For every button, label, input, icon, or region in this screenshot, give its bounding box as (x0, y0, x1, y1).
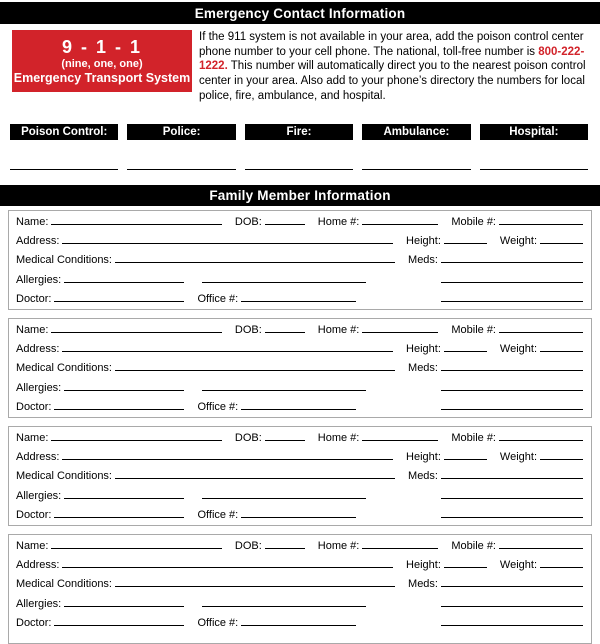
allergies-line[interactable] (64, 381, 184, 391)
dob-line[interactable] (265, 323, 305, 333)
office-phone-line[interactable] (241, 616, 356, 626)
member-row-medical (16, 251, 583, 270)
address-line[interactable] (62, 234, 393, 244)
meds-continuation-line-2[interactable] (441, 400, 583, 410)
member-row-medical (16, 575, 583, 594)
emergency-contacts-label-row (10, 124, 588, 140)
name-label: Name: (16, 431, 49, 444)
page-title-bar (0, 2, 600, 24)
office-phone-line[interactable] (241, 400, 356, 410)
address-line[interactable] (62, 558, 393, 568)
address-label: Address: (16, 558, 60, 571)
medical-conditions-label: Medical Conditions: (16, 362, 112, 375)
address-label: Address: (16, 450, 60, 463)
height-line[interactable] (444, 558, 487, 568)
member-row-identity (16, 537, 583, 556)
home-phone-label: Home #: (317, 323, 360, 336)
address-line[interactable] (62, 450, 393, 460)
member-row-allergies (16, 271, 583, 290)
contact-label-hospital: Hospital: (480, 124, 588, 140)
family-member-card (8, 426, 592, 526)
height-label: Height: (406, 342, 441, 355)
member-row-medical (16, 359, 583, 378)
allergies-label: Allergies: (16, 381, 62, 394)
name-label: Name: (16, 215, 49, 228)
weight-line[interactable] (540, 558, 583, 568)
weight-label: Weight: (499, 450, 537, 463)
poison-control-info-text (199, 30, 592, 104)
allergies-continuation-line[interactable] (202, 381, 366, 391)
allergies-label: Allergies: (16, 597, 62, 610)
911-number: 9 - 1 - 1 (61, 36, 143, 57)
911-caption: Emergency Transport System (13, 70, 191, 85)
home-phone-line[interactable] (362, 215, 438, 225)
dob-line[interactable] (265, 215, 305, 225)
allergies-continuation-line[interactable] (202, 489, 366, 499)
meds-continuation-line-2[interactable] (441, 508, 583, 518)
poison-control-write-in-line[interactable] (10, 169, 118, 170)
allergies-label: Allergies: (16, 489, 62, 502)
office-phone-line[interactable] (241, 292, 356, 302)
member-row-address (16, 556, 583, 575)
mobile-phone-line[interactable] (499, 323, 583, 333)
address-line[interactable] (62, 342, 393, 352)
office-phone-label: Office #: (197, 617, 239, 630)
weight-line[interactable] (540, 234, 583, 244)
family-member-card (8, 534, 592, 644)
doctor-label: Doctor: (16, 293, 52, 306)
member-row-doctor (16, 614, 583, 633)
mobile-phone-label: Mobile #: (451, 323, 496, 336)
mobile-phone-label: Mobile #: (451, 539, 496, 552)
contact-label-ambulance: Ambulance: (362, 124, 470, 140)
meds-label: Meds: (408, 470, 438, 483)
name-line[interactable] (51, 323, 221, 333)
member-row-medical (16, 467, 583, 486)
height-line[interactable] (444, 450, 487, 460)
meds-label: Meds: (408, 578, 438, 591)
doctor-label: Doctor: (16, 617, 52, 630)
meds-continuation-line[interactable] (441, 381, 583, 391)
medical-conditions-line[interactable] (115, 577, 395, 587)
dob-label: DOB: (234, 215, 262, 228)
medical-conditions-line[interactable] (115, 469, 395, 479)
dob-line[interactable] (265, 539, 305, 549)
contact-label-poison-control: Poison Control: (10, 124, 118, 140)
name-label: Name: (16, 323, 49, 336)
member-row-address (16, 340, 583, 359)
height-label: Height: (406, 234, 441, 247)
home-phone-line[interactable] (362, 323, 438, 333)
member-row-doctor (16, 398, 583, 417)
office-phone-line[interactable] (241, 508, 356, 518)
info-text-before: If the 911 system is not available in your area, add the poison control center phone number to your cell phone. The national, toll-free number is (199, 31, 584, 58)
member-row-identity (16, 321, 583, 340)
allergies-continuation-line[interactable] (202, 597, 366, 607)
doctor-line[interactable] (54, 616, 184, 626)
meds-line[interactable] (441, 469, 583, 479)
emergency-info-section (12, 30, 592, 104)
office-phone-label: Office #: (197, 509, 239, 522)
911-pronunciation: (nine, one, one) (61, 58, 143, 71)
mobile-phone-line[interactable] (499, 215, 583, 225)
member-row-address (16, 232, 583, 251)
hospital-write-in-line[interactable] (480, 169, 588, 170)
home-phone-label: Home #: (317, 431, 360, 444)
family-member-card (8, 210, 592, 310)
family-member-card (8, 318, 592, 418)
name-label: Name: (16, 539, 49, 552)
home-phone-label: Home #: (317, 539, 360, 552)
member-row-address (16, 448, 583, 467)
doctor-label: Doctor: (16, 401, 52, 414)
emergency-contacts-line-row (10, 169, 588, 170)
name-line[interactable] (51, 431, 221, 441)
member-row-doctor (16, 506, 583, 525)
info-text-after: This number will automatically direct you to the nearest poison control center in your area. Also add to your phone’s directory the numbers for local police, fire, ambulance, and hospital. (199, 60, 586, 102)
medical-conditions-line[interactable] (115, 253, 395, 263)
member-row-identity (16, 429, 583, 448)
doctor-line[interactable] (54, 400, 184, 410)
ambulance-write-in-line[interactable] (362, 169, 470, 170)
contact-label-police: Police: (127, 124, 235, 140)
dob-line[interactable] (265, 431, 305, 441)
office-phone-label: Office #: (197, 401, 239, 414)
police-write-in-line[interactable] (127, 169, 235, 170)
allergies-label: Allergies: (16, 273, 62, 286)
dob-label: DOB: (234, 539, 262, 552)
weight-label: Weight: (499, 234, 537, 247)
name-line[interactable] (51, 539, 221, 549)
doctor-label: Doctor: (16, 509, 52, 522)
weight-label: Weight: (499, 342, 537, 355)
height-label: Height: (406, 558, 441, 571)
mobile-phone-line[interactable] (499, 539, 583, 549)
meds-line[interactable] (441, 361, 583, 371)
meds-continuation-line-2[interactable] (441, 292, 583, 302)
home-phone-label: Home #: (317, 215, 360, 228)
allergies-line[interactable] (64, 489, 184, 499)
allergies-line[interactable] (64, 273, 184, 283)
address-label: Address: (16, 234, 60, 247)
poison-hotline-number: 800-222-1222. (199, 45, 585, 73)
member-row-allergies (16, 487, 583, 506)
meds-continuation-line[interactable] (441, 597, 583, 607)
mobile-phone-line[interactable] (499, 431, 583, 441)
contact-label-fire: Fire: (245, 124, 353, 140)
meds-line[interactable] (441, 253, 583, 263)
family-members-list (8, 210, 592, 644)
allergies-continuation-line[interactable] (202, 273, 366, 283)
home-phone-line[interactable] (362, 431, 438, 441)
doctor-line[interactable] (54, 292, 184, 302)
dob-label: DOB: (234, 323, 262, 336)
member-row-doctor (16, 290, 583, 309)
meds-continuation-line-2[interactable] (441, 616, 583, 626)
height-line[interactable] (444, 342, 487, 352)
address-label: Address: (16, 342, 60, 355)
meds-line[interactable] (441, 577, 583, 587)
height-line[interactable] (444, 234, 487, 244)
weight-label: Weight: (499, 558, 537, 571)
office-phone-label: Office #: (197, 293, 239, 306)
height-label: Height: (406, 450, 441, 463)
name-line[interactable] (51, 215, 221, 225)
family-info-title-bar (0, 185, 600, 206)
mobile-phone-label: Mobile #: (451, 431, 496, 444)
member-row-allergies (16, 379, 583, 398)
weight-line[interactable] (540, 342, 583, 352)
emergency-911-box (12, 30, 192, 92)
member-row-allergies (16, 595, 583, 614)
mobile-phone-label: Mobile #: (451, 215, 496, 228)
medical-conditions-label: Medical Conditions: (16, 470, 112, 483)
dob-label: DOB: (234, 431, 262, 444)
meds-continuation-line[interactable] (441, 489, 583, 499)
weight-line[interactable] (540, 450, 583, 460)
fire-write-in-line[interactable] (245, 169, 353, 170)
meds-continuation-line[interactable] (441, 273, 583, 283)
allergies-line[interactable] (64, 597, 184, 607)
medical-conditions-label: Medical Conditions: (16, 254, 112, 267)
home-phone-line[interactable] (362, 539, 438, 549)
medical-conditions-label: Medical Conditions: (16, 578, 112, 591)
member-row-identity (16, 213, 583, 232)
meds-label: Meds: (408, 362, 438, 375)
medical-conditions-line[interactable] (115, 361, 395, 371)
page-title: Emergency Contact Information (194, 5, 406, 21)
family-info-title: Family Member Information (209, 187, 391, 203)
meds-label: Meds: (408, 254, 438, 267)
doctor-line[interactable] (54, 508, 184, 518)
